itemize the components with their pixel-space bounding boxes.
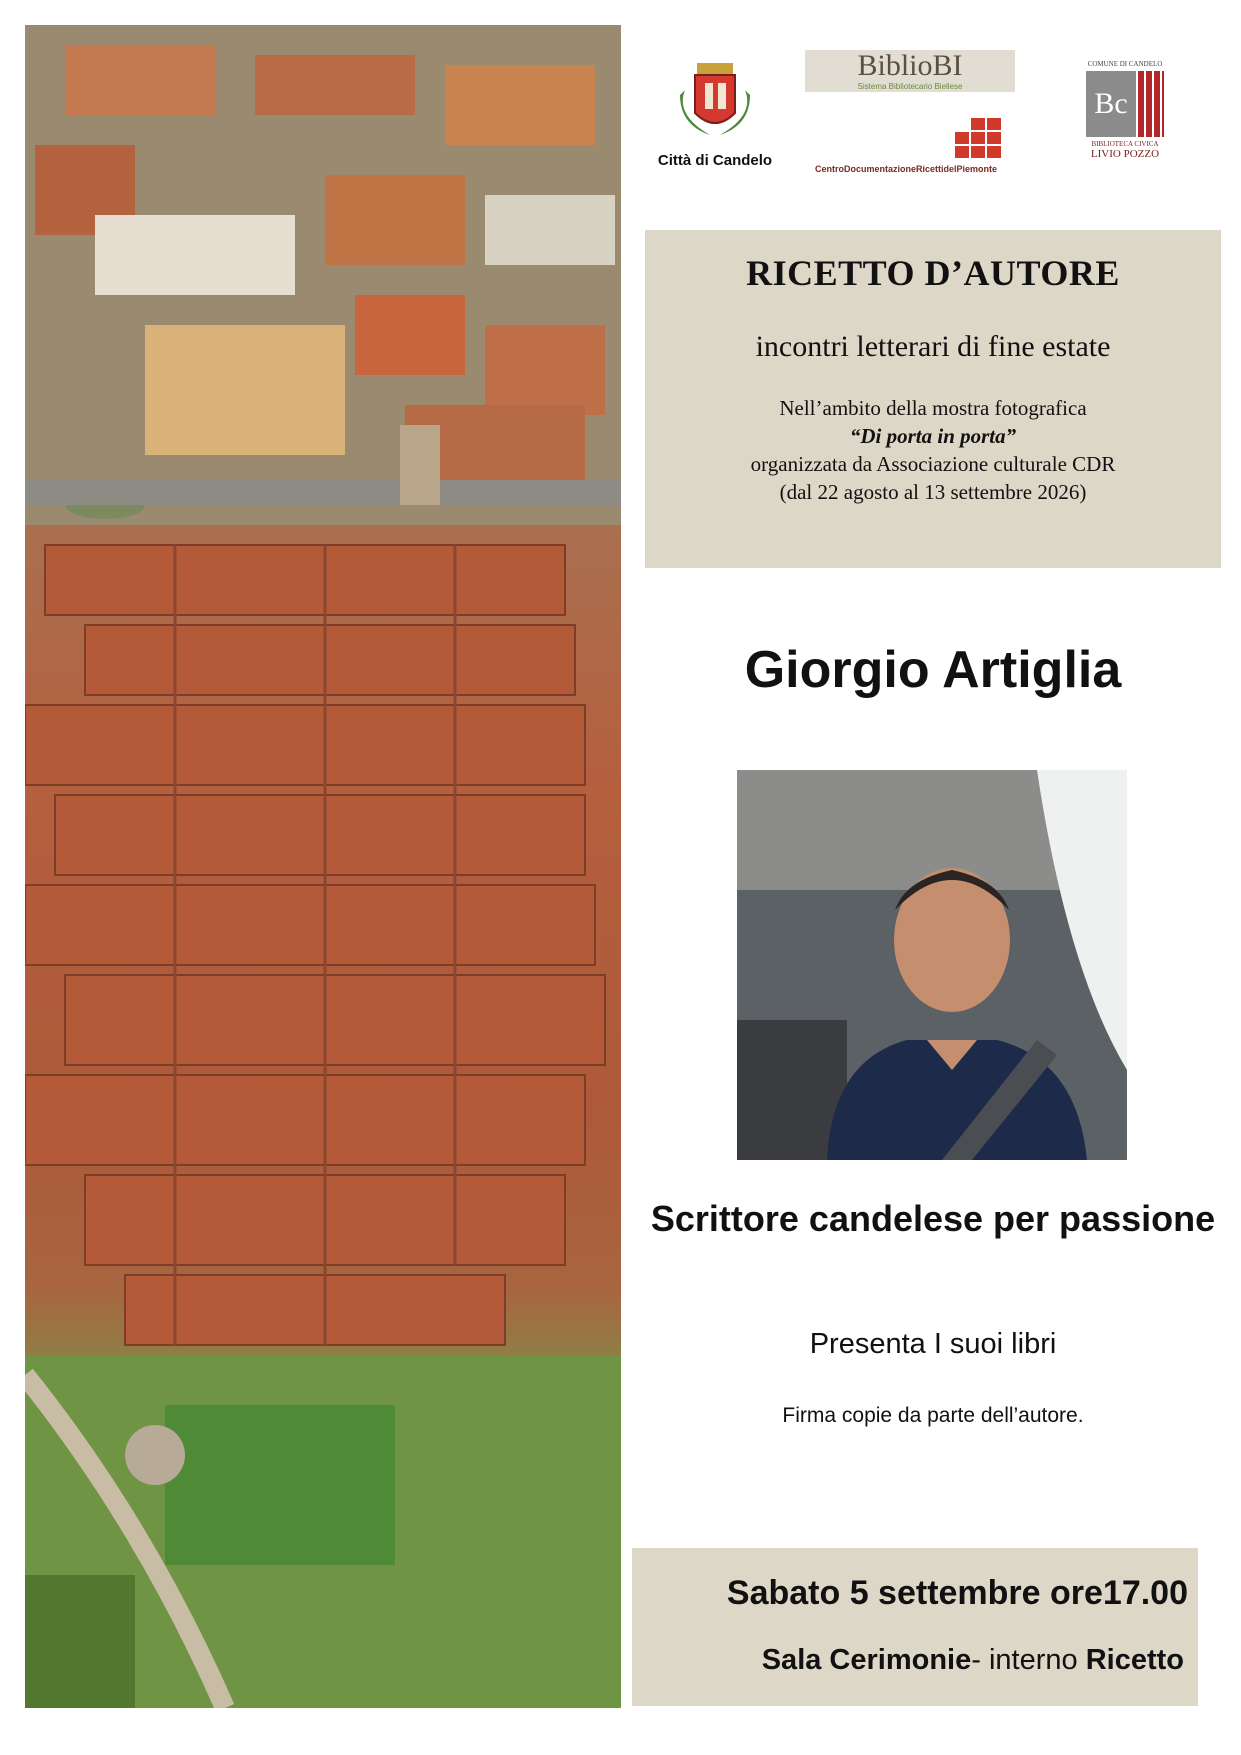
venue-separator: - interno: [971, 1644, 1086, 1676]
biblioteca-civica-logo: [1080, 60, 1170, 170]
bc-top-label: COMUNE DI CANDELO: [1087, 60, 1163, 68]
presents-line: Presenta I suoi libri: [809, 1328, 1057, 1360]
series-subtitle: incontri letterari di fine estate: [755, 330, 1111, 363]
bibliobi-name: BiblioBI: [857, 49, 963, 82]
bc-book-spines-icon: [1138, 71, 1164, 137]
cdr-label: CentroDocumentazioneRicettidelPiemonte: [815, 164, 998, 174]
exhibit-organizer: organizzata da Associazione culturale CDR: [750, 452, 1116, 476]
author-name: Giorgio Artiglia: [744, 641, 1122, 699]
bc-line1: BIBLIOTECA CIVICA: [1091, 140, 1159, 148]
venue-place: Ricetto: [1085, 1644, 1184, 1676]
event-info-panel: [645, 230, 1221, 568]
bc-line2: LIVIO POZZO: [1090, 148, 1160, 160]
venue-name: Sala Cerimonie: [761, 1644, 972, 1676]
exhibit-context-line: Nell’ambito della mostra fotografica: [779, 396, 1087, 420]
candelo-coat-of-arms-logo: [650, 55, 780, 175]
date-venue-panel: [632, 1548, 1198, 1706]
aerial-photo-ricetto: [25, 25, 621, 1708]
candelo-label: Città di Candelo: [657, 152, 773, 169]
cdr-grid-icon: [955, 118, 1003, 158]
bc-letters: Bc: [1086, 71, 1136, 137]
series-title: RICETTO D’AUTORE: [746, 253, 1120, 293]
signing-note: Firma copie da parte dell’autore.: [782, 1404, 1084, 1427]
bibliobi-subtitle: Sistema Bibliotecario Biellese: [857, 82, 963, 91]
bibliobi-logo: [805, 50, 1015, 180]
event-venue: [632, 1644, 1198, 1677]
author-portrait-photo: [737, 770, 1127, 1160]
exhibit-dates: (dal 22 agosto al 13 settembre 2026): [779, 480, 1087, 504]
author-tagline: Scrittore candelese per passione: [650, 1198, 1216, 1239]
exhibit-title: “Di porta in porta”: [849, 424, 1017, 448]
event-datetime: Sabato 5 settembre ore17.00: [726, 1574, 1188, 1612]
